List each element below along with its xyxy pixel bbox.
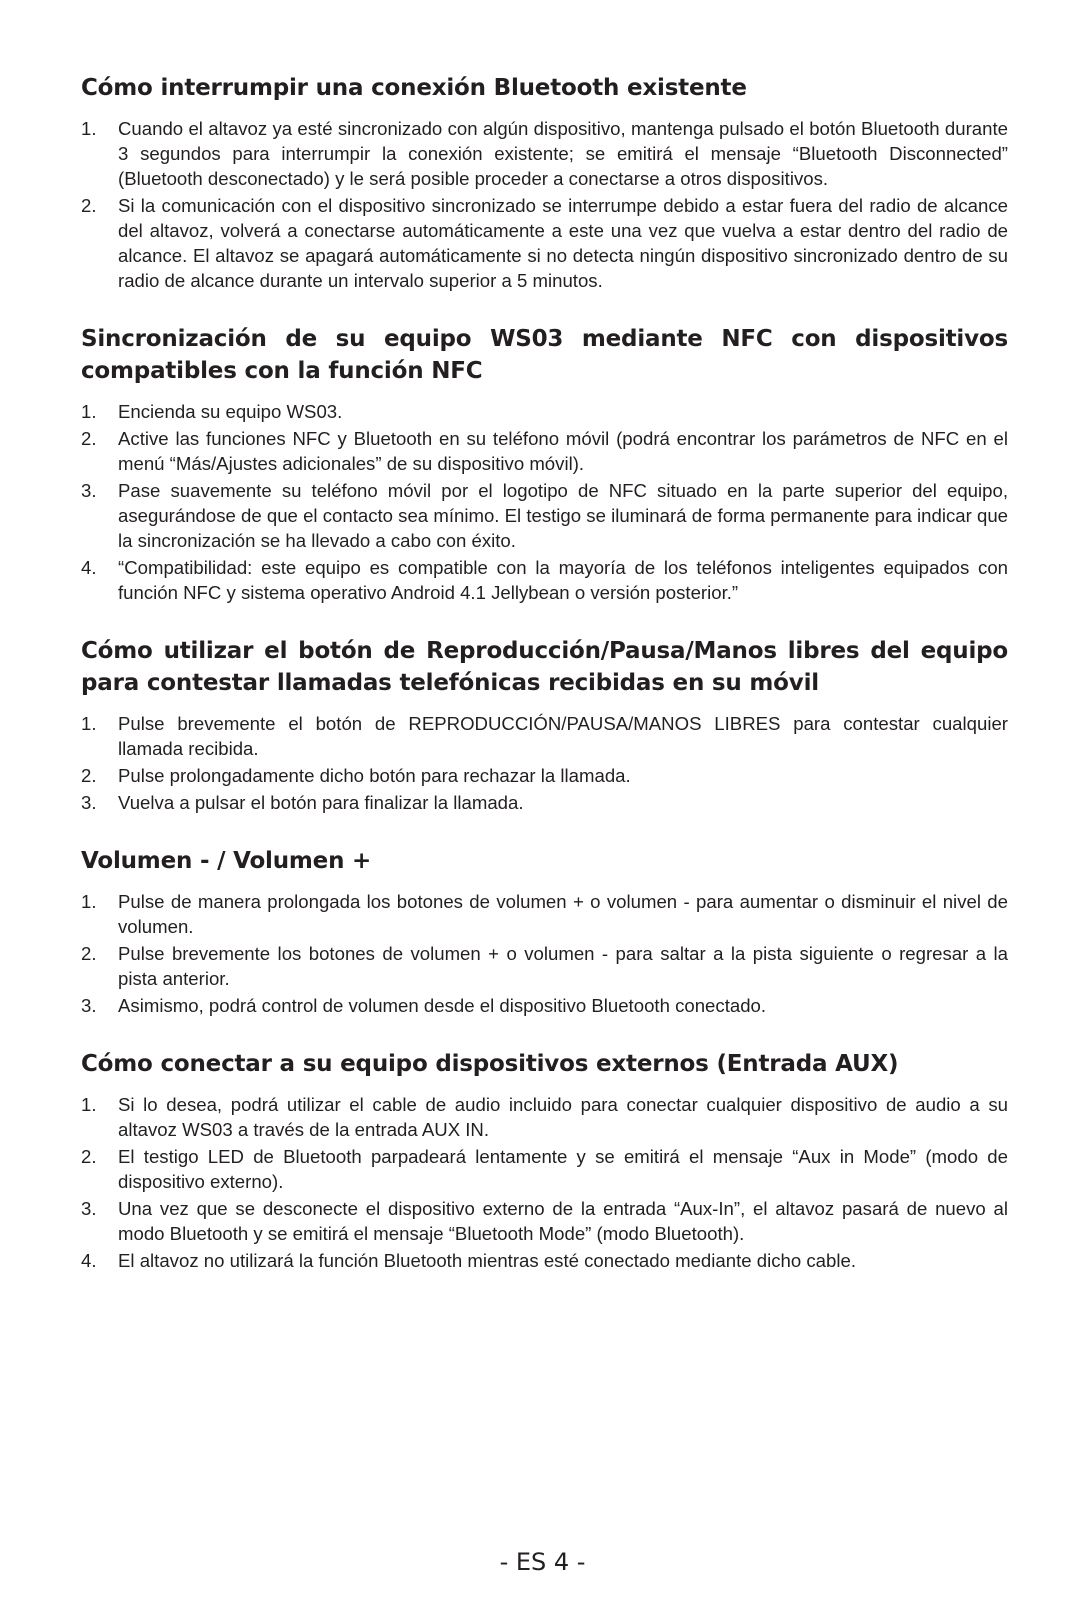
instruction-list bbox=[81, 1092, 1008, 1273]
list-item bbox=[81, 993, 1008, 1018]
section-heading: Sincronización de su equipo WS03 mediante NFC con dispositivos compatibles con la función NFC bbox=[81, 326, 1008, 384]
list-item bbox=[81, 790, 1008, 815]
item-number: 2. bbox=[81, 1146, 97, 1167]
list-item bbox=[81, 399, 1008, 424]
item-text: Pulse brevemente el botón de REPRODUCCIÓN/PAUSA/MANOS LIBRES para contestar cualquier llamada recibida. bbox=[118, 713, 1008, 759]
list-item bbox=[81, 555, 1008, 605]
item-text: Vuelva a pulsar el botón para finalizar la llamada. bbox=[118, 792, 524, 813]
list-item bbox=[81, 426, 1008, 476]
item-number: 4. bbox=[81, 557, 97, 578]
item-number: 3. bbox=[81, 480, 97, 501]
page-number: - ES 4 - bbox=[499, 1548, 586, 1576]
item-number: 2. bbox=[81, 765, 97, 786]
item-text: Pulse de manera prolongada los botones de volumen + o volumen - para aumentar o disminuir el nivel de volumen. bbox=[118, 891, 1008, 937]
item-text: Pase suavemente su teléfono móvil por el logotipo de NFC situado en la parte superior del equipo, asegurándose de que el contacto sea mínimo. El testigo se iluminará de forma permanente para indicar que la sincronización se ha llevado a cabo con éxito. bbox=[118, 480, 1008, 551]
list-item bbox=[81, 763, 1008, 788]
item-text: El testigo LED de Bluetooth parpadeará lentamente y se emitirá el mensaje “Aux in Mode” (modo de dispositivo externo). bbox=[118, 1146, 1008, 1192]
instruction-list bbox=[81, 116, 1008, 293]
document-page bbox=[81, 72, 1008, 1303]
item-number: 4. bbox=[81, 1250, 97, 1271]
section-aux-input bbox=[81, 1048, 1008, 1273]
item-text: Encienda su equipo WS03. bbox=[118, 401, 343, 422]
section-heading: Cómo utilizar el botón de Reproducción/Pausa/Manos libres del equipo para contestar llamadas telefónicas recibidas en su móvil bbox=[81, 638, 1008, 696]
item-text: Si lo desea, podrá utilizar el cable de audio incluido para conectar cualquier dispositivo de audio a su altavoz WS03 a través de la entrada AUX IN. bbox=[118, 1094, 1008, 1140]
item-number: 2. bbox=[81, 428, 97, 449]
list-item bbox=[81, 1196, 1008, 1246]
item-number: 1. bbox=[81, 1094, 97, 1115]
list-item bbox=[81, 1144, 1008, 1194]
instruction-list bbox=[81, 889, 1008, 1018]
list-item bbox=[81, 193, 1008, 293]
item-number: 3. bbox=[81, 1198, 97, 1219]
item-text: Asimismo, podrá control de volumen desde el dispositivo Bluetooth conectado. bbox=[118, 995, 767, 1016]
list-item bbox=[81, 116, 1008, 191]
item-number: 3. bbox=[81, 995, 97, 1016]
item-number: 1. bbox=[81, 713, 97, 734]
item-text: Si la comunicación con el dispositivo sincronizado se interrumpe debido a estar fuera del radio de alcance del altavoz, volverá a conectarse automáticamente a este una vez que vuelva a estar dentro del radio de alcance. El altavoz se apagará automáticamente si no detecta ningún dispositivo sincronizado dentro de su radio de alcance durante un intervalo superior a 5 minutos. bbox=[118, 195, 1008, 291]
section-heading: Cómo conectar a su equipo dispositivos externos (Entrada AUX) bbox=[81, 1051, 899, 1077]
instruction-list bbox=[81, 711, 1008, 815]
item-text: El altavoz no utilizará la función Bluetooth mientras esté conectado mediante dicho cable. bbox=[118, 1250, 856, 1271]
list-item bbox=[81, 711, 1008, 761]
section-heading: Volumen - / Volumen + bbox=[81, 848, 372, 874]
list-item bbox=[81, 889, 1008, 939]
item-text: Una vez que se desconecte el dispositivo externo de la entrada “Aux-In”, el altavoz pasará de nuevo al modo Bluetooth y se emitirá el mensaje “Bluetooth Mode” (modo Bluetooth). bbox=[118, 1198, 1008, 1244]
list-item bbox=[81, 1092, 1008, 1142]
item-number: 1. bbox=[81, 118, 97, 139]
item-text: Cuando el altavoz ya esté sincronizado con algún dispositivo, mantenga pulsado el botón Bluetooth durante 3 segundos para interrumpir la conexión existente; se emitirá el mensaje “Bluetooth Disconnected” (Bluetooth desconectado) y le será posible proceder a conectarse a otros dispositivos. bbox=[118, 118, 1008, 189]
list-item bbox=[81, 1248, 1008, 1273]
item-number: 3. bbox=[81, 792, 97, 813]
section-nfc-sync bbox=[81, 323, 1008, 605]
section-heading: Cómo interrumpir una conexión Bluetooth existente bbox=[81, 75, 747, 101]
item-text: Pulse brevemente los botones de volumen + o volumen - para saltar a la pista siguiente o regresar a la pista anterior. bbox=[118, 943, 1008, 989]
section-volume bbox=[81, 845, 1008, 1018]
item-text: Active las funciones NFC y Bluetooth en su teléfono móvil (podrá encontrar los parámetros de NFC en el menú “Más/Ajustes adicionales” de su dispositivo móvil). bbox=[118, 428, 1008, 474]
item-text: Pulse prolongadamente dicho botón para rechazar la llamada. bbox=[118, 765, 631, 786]
section-handsfree-calls bbox=[81, 635, 1008, 815]
list-item bbox=[81, 478, 1008, 553]
item-number: 2. bbox=[81, 943, 97, 964]
instruction-list bbox=[81, 399, 1008, 605]
item-number: 1. bbox=[81, 401, 97, 422]
item-number: 1. bbox=[81, 891, 97, 912]
item-number: 2. bbox=[81, 195, 97, 216]
section-disconnect-bluetooth bbox=[81, 72, 1008, 293]
list-item bbox=[81, 941, 1008, 991]
item-text: “Compatibilidad: este equipo es compatible con la mayoría de los teléfonos inteligentes equipados con función NFC y sistema operativo Android 4.1 Jellybean o versión posterior.” bbox=[118, 557, 1008, 603]
